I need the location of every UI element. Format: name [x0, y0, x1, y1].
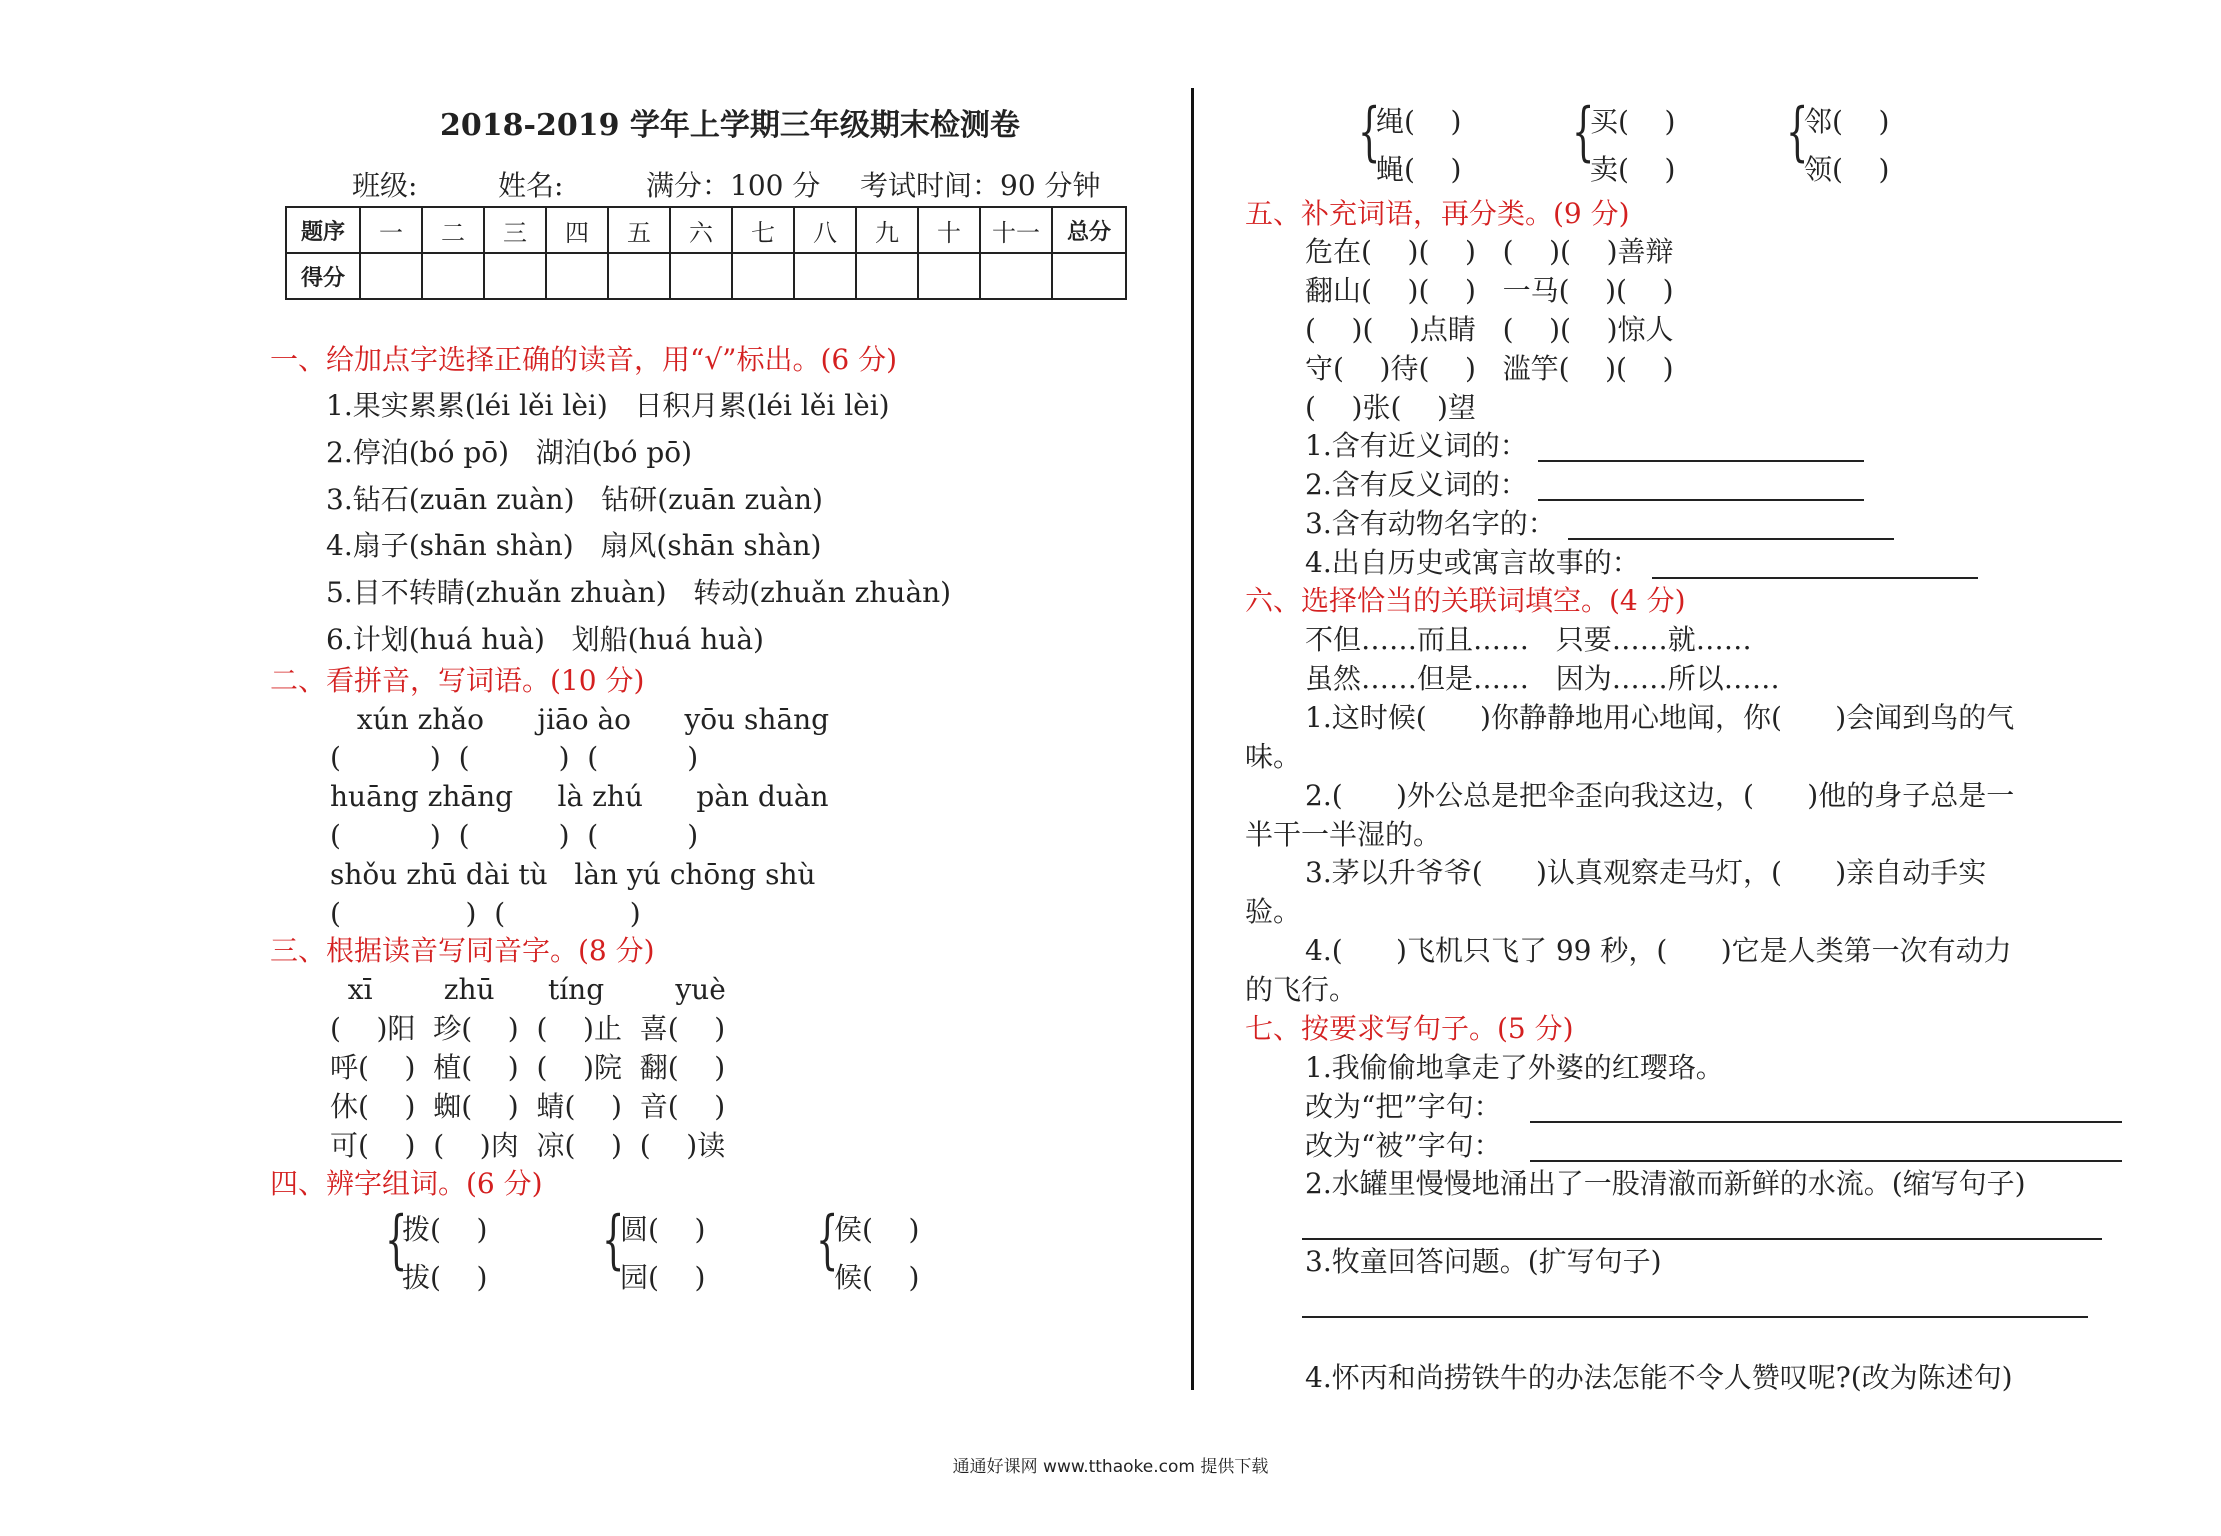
- s6-line: 验。: [1245, 895, 1302, 928]
- s1-item: 1.果实累累(léi lěi lèi) 日积月累(léi lěi lèi): [326, 389, 890, 422]
- s3-pinyin: xī zhū tíng yuè: [330, 973, 726, 1006]
- brace-icon: {: [816, 1203, 839, 1277]
- score-cell[interactable]: [794, 253, 856, 299]
- score-cell[interactable]: [360, 253, 422, 299]
- s4-word[interactable]: 卖( ): [1590, 153, 1676, 186]
- s1-item: 6.计划(huá huà) 划船(huá huà): [326, 623, 764, 656]
- score-cell[interactable]: [608, 253, 670, 299]
- answer-line[interactable]: [1538, 460, 1864, 462]
- section-7-heading: 七、按要求写句子。(5 分): [1245, 1012, 1574, 1045]
- s5-row[interactable]: 守( )待( ) 滥竽( )( ): [1305, 352, 1674, 385]
- table-cell: 九: [856, 207, 918, 253]
- s2-blanks[interactable]: ( ) ( ) ( ): [330, 819, 699, 852]
- s7-q4: 4.怀丙和尚捞铁牛的办法怎能不令人赞叹呢?(改为陈述句): [1305, 1361, 2013, 1394]
- score-table-header: [286, 207, 1126, 253]
- s6-line: 味。: [1245, 740, 1302, 773]
- s5-row[interactable]: ( )张( )望: [1305, 391, 1476, 424]
- s6-line[interactable]: 2.( )外公总是把伞歪向我这边，( )他的身子总是一: [1305, 779, 2015, 812]
- s4-word[interactable]: 圆( ): [620, 1213, 706, 1246]
- s3-row[interactable]: ( )阳 珍( ) ( )止 喜( ): [330, 1012, 726, 1045]
- s4-word[interactable]: 邻( ): [1804, 105, 1890, 138]
- table-cell: 八: [794, 207, 856, 253]
- table-cell: 题序: [286, 207, 360, 253]
- table-cell: 十: [918, 207, 980, 253]
- class-label: 班级:: [352, 169, 418, 202]
- score-cell[interactable]: [422, 253, 484, 299]
- table-cell: 一: [360, 207, 422, 253]
- answer-line[interactable]: [1568, 538, 1894, 540]
- s6-option: 虽然……但是…… 因为……所以……: [1305, 662, 1780, 695]
- s3-row[interactable]: 可( ) ( )肉 凉( ) ( )读: [330, 1129, 726, 1162]
- s2-pinyin: huāng zhāng là zhú pàn duàn: [330, 780, 829, 813]
- s1-item: 3.钻石(zuān zuàn) 钻研(zuān zuàn): [326, 483, 823, 516]
- table-cell: 二: [422, 207, 484, 253]
- table-cell: 十一: [980, 207, 1052, 253]
- exam-time: 考试时间：90 分钟: [860, 169, 1101, 202]
- table-cell: 得分: [286, 253, 360, 299]
- score-table: [285, 206, 1127, 300]
- s4-word[interactable]: 领( ): [1804, 153, 1890, 186]
- s5-question: 3.含有动物名字的：: [1305, 507, 1556, 540]
- score-cell[interactable]: [856, 253, 918, 299]
- table-cell: 五: [608, 207, 670, 253]
- s1-item: 2.停泊(bó pō) 湖泊(bó pō): [326, 436, 693, 469]
- s6-line: 半干一半湿的。: [1245, 818, 1442, 851]
- score-cell[interactable]: [484, 253, 546, 299]
- table-cell: 六: [670, 207, 732, 253]
- s6-line: 的飞行。: [1245, 973, 1358, 1006]
- s5-question: 1.含有近义词的：: [1305, 429, 1528, 462]
- brace-icon: {: [1786, 95, 1809, 169]
- s2-blanks[interactable]: ( ) ( ): [330, 897, 641, 930]
- s4-word[interactable]: 园( ): [620, 1261, 706, 1294]
- brace-icon: {: [1358, 95, 1381, 169]
- answer-line[interactable]: [1530, 1121, 2122, 1123]
- table-cell: 总分: [1052, 207, 1126, 253]
- score-table-row: [286, 253, 1126, 299]
- s5-row[interactable]: ( )( )点睛 ( )( )惊人: [1305, 313, 1674, 346]
- table-cell: 七: [732, 207, 794, 253]
- score-cell[interactable]: [1052, 253, 1126, 299]
- s4-word[interactable]: 绳( ): [1376, 105, 1462, 138]
- s7-q1a: 改为“把”字句：: [1305, 1090, 1502, 1123]
- answer-line[interactable]: [1538, 499, 1864, 501]
- s5-row[interactable]: 危在( )( ) ( )( )善辩: [1305, 235, 1674, 268]
- column-divider: [1191, 88, 1194, 1390]
- section-2-heading: 二、看拼音，写词语。(10 分): [270, 664, 645, 697]
- score-cell[interactable]: [670, 253, 732, 299]
- s6-line[interactable]: 1.这时候( )你静静地用心地闻，你( )会闻到鸟的气: [1305, 701, 2015, 734]
- s3-row[interactable]: 休( ) 蜘( ) 蜻( ) 音( ): [330, 1090, 726, 1123]
- s7-q2: 2.水罐里慢慢地涌出了一股清澈而新鲜的水流。(缩写句子): [1305, 1167, 2026, 1200]
- footer-text: 通通好课网 www.tthaoke.com 提供下载: [952, 1457, 1269, 1477]
- s6-line[interactable]: 3.茅以升爷爷( )认真观察走马灯，( )亲自动手实: [1305, 856, 1987, 889]
- answer-line[interactable]: [1652, 577, 1978, 579]
- brace-icon: {: [1572, 95, 1595, 169]
- answer-line[interactable]: [1302, 1316, 2088, 1318]
- section-6-heading: 六、选择恰当的关联词填空。(4 分): [1245, 584, 1686, 617]
- score-cell[interactable]: [980, 253, 1052, 299]
- section-4-heading: 四、辨字组词。(6 分): [270, 1167, 543, 1200]
- section-3-heading: 三、根据读音写同音字。(8 分): [270, 934, 655, 967]
- section-1-heading: 一、给加点字选择正确的读音，用“√”标出。(6 分): [270, 343, 898, 376]
- s7-q1b: 改为“被”字句：: [1305, 1129, 1502, 1162]
- full-score: 满分：100 分: [646, 169, 821, 202]
- table-cell: 四: [546, 207, 608, 253]
- s4-word[interactable]: 侯( ): [834, 1213, 920, 1246]
- s4-word[interactable]: 买( ): [1590, 105, 1676, 138]
- s3-row[interactable]: 呼( ) 植( ) ( )院 翻( ): [330, 1051, 726, 1084]
- s1-item: 5.目不转睛(zhuǎn zhuàn) 转动(zhuǎn zhuàn): [326, 576, 952, 609]
- s6-line[interactable]: 4.( )飞机只飞了 99 秒，( )它是人类第一次有动力: [1305, 934, 2012, 967]
- s5-question: 2.含有反义词的：: [1305, 468, 1528, 501]
- s4-word[interactable]: 候( ): [834, 1261, 920, 1294]
- s7-q1: 1.我偷偷地拿走了外婆的红璎珞。: [1305, 1051, 1724, 1084]
- s2-pinyin: shǒu zhū dài tù làn yú chōng shù: [330, 858, 816, 891]
- answer-line[interactable]: [1530, 1160, 2122, 1162]
- score-cell[interactable]: [732, 253, 794, 299]
- s4-word[interactable]: 拨( ): [402, 1213, 488, 1246]
- answer-line[interactable]: [1302, 1238, 2102, 1240]
- s4-word[interactable]: 拔( ): [402, 1261, 488, 1294]
- page-title: 2018-2019 学年上学期三年级期末检测卷: [440, 108, 1020, 143]
- score-cell[interactable]: [918, 253, 980, 299]
- table-cell: 三: [484, 207, 546, 253]
- s6-option: 不但……而且…… 只要……就……: [1305, 623, 1752, 656]
- section-5-heading: 五、补充词语，再分类。(9 分): [1245, 197, 1630, 230]
- s5-row[interactable]: 翻山( )( ) 一马( )( ): [1305, 274, 1674, 307]
- s2-blanks[interactable]: ( ) ( ) ( ): [330, 741, 699, 774]
- brace-icon: {: [602, 1203, 625, 1277]
- score-cell[interactable]: [546, 253, 608, 299]
- name-label: 姓名:: [498, 169, 564, 202]
- s7-q3: 3.牧童回答问题。(扩写句子): [1305, 1245, 1662, 1278]
- s4-word[interactable]: 蝇( ): [1376, 153, 1462, 186]
- s2-pinyin: xún zhǎo jiāo ào yōu shāng: [348, 703, 830, 736]
- s5-question: 4.出自历史或寓言故事的：: [1305, 546, 1640, 579]
- brace-icon: {: [385, 1203, 408, 1277]
- s1-item: 4.扇子(shān shàn) 扇风(shān shàn): [326, 529, 822, 562]
